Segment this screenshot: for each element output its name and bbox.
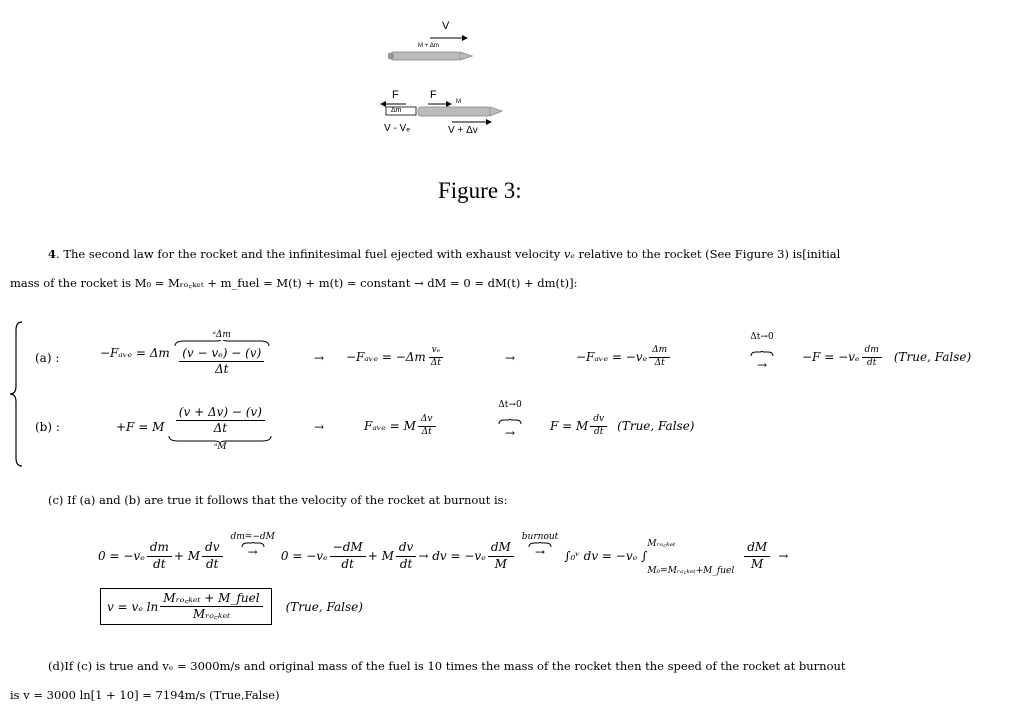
f-label-mid: F [430,89,437,101]
v-label-top: V [442,20,450,32]
f-label-left: F [392,89,399,101]
mass-label-top: M + Δm [418,43,439,49]
part-a-label: (a) : [35,351,60,365]
part-a-limit: Δt→0 → [750,332,774,372]
m-label: M [456,99,461,105]
figure [380,18,510,143]
part-c-truefalse: (True, False) [285,599,363,614]
part-a-arrow1: → [314,351,325,365]
result-box: v = vₑ ln $\frac{\text{Mᵣₒ꜀ₖₑₜ + M\_fuel}}{\text{Mᵣₒ꜀ₖₑₜ}}$ [100,588,272,625]
part-b-limit: Δt→0 → [498,400,522,440]
figure-caption: Figure 3: [438,178,522,203]
part-b-truefalse: (True, False) [617,419,695,434]
part-b-eq1: +F = M $\frac{(v + \Delta v) - (v)}{\Delta t}$ ᵃM [116,406,272,452]
rocket-bottom [418,107,490,116]
part-a-arrow2: → [505,351,516,365]
v-minus-label: V - Vₑ [384,123,410,134]
limit-brace [750,351,774,357]
part-c-result [100,588,363,625]
part-d-line1: (d)If (c) is true and vₑ = 3000m/s and original mass of the fuel is 10 times the mass of the rocket then the speed of the rocket at burnout [48,659,846,673]
left-brace [8,320,24,468]
limit-brace-b [498,419,522,425]
underbrace [168,435,272,442]
problem-intro-line1: 4. The second law for the rocket and the infinitesimal fuel ejected with exhaust velocity vₑ relative to the rocket (See Figure 3) is[initial [48,247,841,261]
part-a-eq3: −Fₐᵥₑ = −vₑ $\frac{\Delta m}{\Delta t}$ [576,346,672,369]
part-b-eq2: Fₐᵥₑ = M $\frac{\Delta v}{\Delta t}$ [364,415,438,438]
part-c-eq: 0 = −vₑ $\frac{dm}{dt}$ + M $\frac{dv}{dt}$ dm=−dM → 0 = −vₑ $\frac{-dM}{dt}$ + M $\frac{dv}{dt}$ → dv = −vₑ $\frac{dM}{M}$ burnout → ∫₀ᵛ dv = −vₑ ∫ Mᵣₒ꜀ₖₑₜ M₀=Mᵣₒ꜀ₖₑₜ+M_fuel $\frac{dM}{M}$ → [98,531,789,576]
underbrace-label: ᵃM [214,442,227,453]
v-plus-label: V + Δv [448,125,478,136]
part-a-eq2: −Fₐᵥₑ = −Δm $\frac{\text{vₑ}}{\Delta t}$ [346,346,446,369]
part-b-label: (b) : [35,420,60,434]
part-d-line2: is v = 3000 ln[1 + 10] = 7194m/s (True,False) [10,688,280,702]
overbrace-label: ᵃΔm [212,330,231,340]
part-b-arrow1: → [314,420,325,434]
part-a-eq4: −F = −vₑ $\frac{dm}{dt}$ (True, False) [802,345,972,368]
part-c-text: (c) If (a) and (b) are true it follows that the velocity of the rocket at burnout is: [48,493,508,507]
problem-intro-line2: mass of the rocket is M₀ = Mᵣₒ꜀ₖₑₜ + m_fuel = M(t) + m(t) = constant → dM = 0 = dM(t) + dm(t)]: [10,276,578,290]
rocket-top [390,52,460,60]
part-a-eq1: −Fₐᵥₑ = Δm ᵃΔm $\frac{\text{(v − vₑ) − (v)}}{\Delta t}$ [100,330,270,376]
part-a-truefalse: (True, False) [893,350,972,365]
problem-number: 4 [48,247,57,261]
part-b-eq3: F = M $\frac{dv}{dt}$ (True, False) [550,414,695,437]
dm-label: Δm [391,107,402,114]
